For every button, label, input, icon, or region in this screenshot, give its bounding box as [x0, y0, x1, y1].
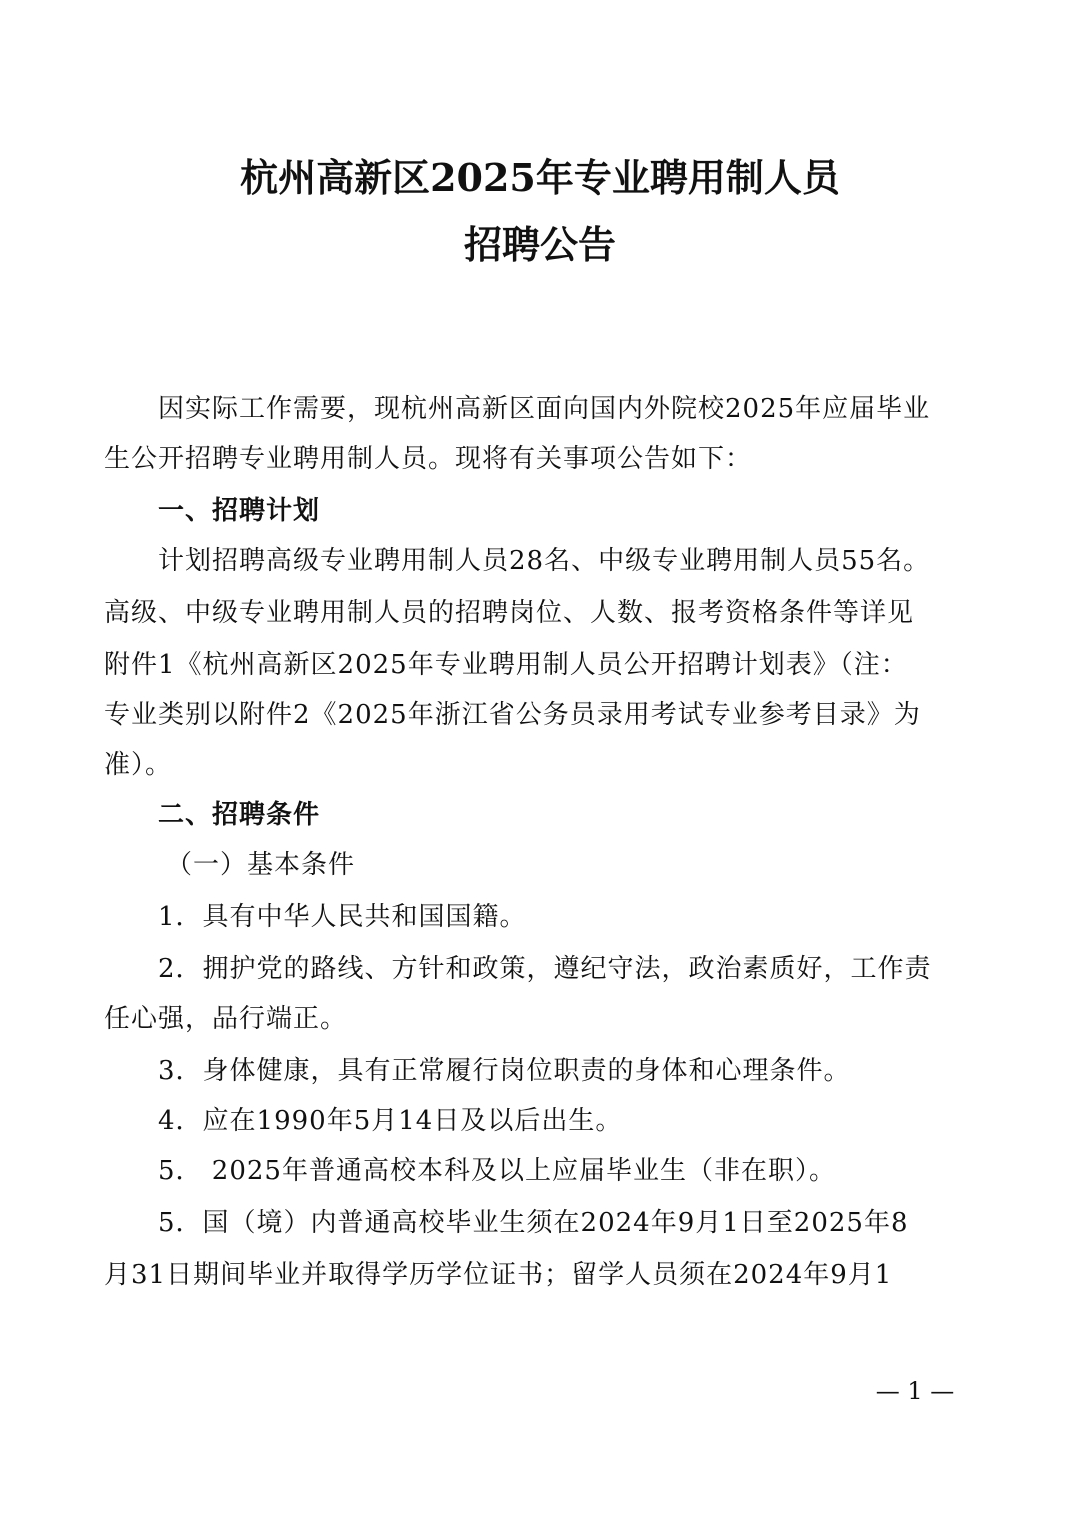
intro-paragraph-line-2: 生公开招聘专业聘用制人员。现将有关事项公告如下：	[104, 444, 753, 474]
condition-item-5b-line-2: 月31日期间毕业并取得学历学位证书；留学人员须在2024年9月1	[104, 1260, 893, 1290]
condition-item-3: 3．身体健康，具有正常履行岗位职责的身体和心理条件。	[158, 1056, 851, 1086]
condition-item-5a: 5． 2025年普通高校本科及以上应届毕业生（非在职）。	[158, 1156, 836, 1186]
condition-item-2-line-2: 任心强，品行端正。	[104, 1004, 348, 1034]
plan-paragraph-line-5: 准）。	[104, 750, 173, 780]
section-heading-recruitment-conditions: 二、招聘条件	[158, 800, 321, 830]
section-heading-recruitment-plan: 一、招聘计划	[158, 496, 321, 526]
condition-item-5b-line-1: 5．国（境）内普通高校毕业生须在2024年9月1日至2025年8	[158, 1208, 909, 1238]
condition-item-2-line-1: 2．拥护党的路线、方针和政策，遵纪守法，政治素质好，工作责	[158, 954, 932, 984]
intro-paragraph-line-1: 因实际工作需要，现杭州高新区面向国内外院校2025年应届毕业	[158, 394, 931, 424]
plan-paragraph-line-3: 附件1《杭州高新区2025年专业聘用制人员公开招聘计划表》（注：	[104, 650, 908, 680]
plan-paragraph-line-2: 高级、中级专业聘用制人员的招聘岗位、人数、报考资格条件等详见	[104, 598, 915, 628]
document-title-line-2: 招聘公告	[463, 222, 616, 267]
subsection-heading-basic-conditions: （一）基本条件	[166, 850, 356, 880]
plan-paragraph-line-4: 专业类别以附件2《2025年浙江省公务员录用考试专业参考目录》为	[104, 700, 921, 730]
document-title-line-1: 杭州高新区2025年专业聘用制人员	[240, 155, 840, 200]
condition-item-1: 1．具有中华人民共和国国籍。	[158, 902, 527, 932]
condition-item-4: 4．应在1990年5月14日及以后出生。	[158, 1106, 623, 1136]
page-number: — 1 —	[875, 1377, 955, 1405]
plan-paragraph-line-1: 计划招聘高级专业聘用制人员28名、中级专业聘用制人员55名。	[158, 546, 931, 576]
